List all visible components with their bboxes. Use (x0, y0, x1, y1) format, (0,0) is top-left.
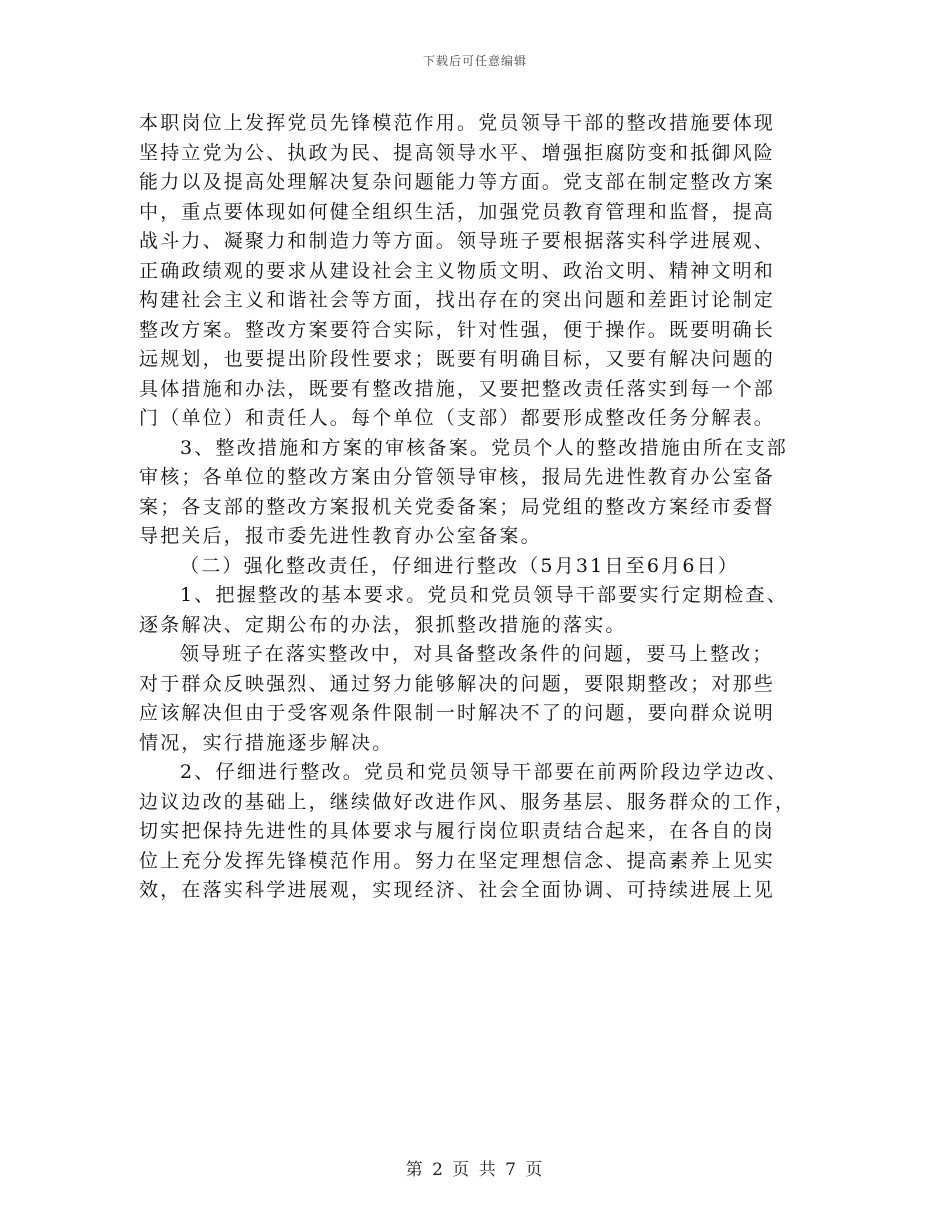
page-header: 下载后可任意编辑 (422, 54, 527, 68)
body-line: 边议边改的基础上，继续做好改进作风、服务基层、服务群众的工作， (139, 790, 797, 813)
body-line: 切实把保持先进性的具体要求与履行岗位职责结合起来，在各自的岗 (139, 820, 776, 842)
page-number-footer: 第 2 页 共 7 页 (405, 1160, 545, 1180)
paragraph-start-line: 3、整改措施和方案的审核备案。党员个人的整改措施由所在支部 (180, 436, 788, 459)
body-line: 位上充分发挥先锋模范作用。努力在坚定理想信念、提高素养上见实 (139, 849, 776, 872)
paragraph-start-line: 2、仔细进行整改。党员和党员领导干部要在前两阶段边学边改、 (180, 761, 788, 783)
body-line: 具体措施和办法，既要有整改措施，又要把整改责任落实到每一个部 (139, 377, 776, 400)
body-line: 正确政绩观的要求从建设社会主义物质文明、政治文明、精神文明和 (139, 259, 776, 282)
body-line: 能力以及提高处理解决复杂问题能力等方面。党支部在制定整改方案 (139, 171, 776, 193)
body-line: 构建社会主义和谐社会等方面，找出存在的突出问题和差距讨论制定 (139, 289, 776, 311)
body-line: 门（单位）和责任人。每个单位（支部）都要形成整改任务分解表。 (139, 407, 776, 429)
paragraph-start-line: 领导班子在落实整改中，对具备整改条件的问题，要马上整改； (180, 643, 774, 665)
body-line: 中，重点要体现如何健全组织生活，加强党员教育管理和监督，提高 (139, 200, 776, 223)
section-heading: （二）强化整改责任，仔细进行整改（5月31日至6月6日） (180, 554, 740, 577)
body-line: 逐条解决、定期公布的办法，狠抓整改措施的落实。 (139, 613, 627, 636)
body-line: 战斗力、凝聚力和制造力等方面。领导班子要根据落实科学进展观、 (139, 230, 776, 252)
body-line: 本职岗位上发挥党员先锋模范作用。党员领导干部的整改措施要体现 (139, 112, 776, 134)
body-line: 坚持立党为公、执政为民、提高领导水平、增强拒腐防变和抵御风险 (139, 141, 776, 164)
paragraph-start-line: 1、把握整改的基本要求。党员和党员领导干部要实行定期检查、 (180, 584, 788, 606)
body-line: 整改方案。整改方案要符合实际，针对性强，便于操作。既要明确长 (139, 318, 776, 341)
body-line: 应该解决但由于受客观条件限制一时解决不了的问题，要向群众说明 (139, 702, 776, 724)
body-line: 对于群众反映强烈、通过努力能够解决的问题，要限期整改；对那些 (139, 672, 776, 695)
body-line: 导把关后，报市委先进性教育办公室备案。 (139, 525, 542, 547)
body-line: 审核；各单位的整改方案由分管领导审核，报局先进性教育办公室备 (139, 466, 776, 488)
document-body (139, 109, 807, 906)
body-line: 情况，实行措施逐步解决。 (139, 731, 394, 754)
body-line: 案；各支部的整改方案报机关党委备案；局党组的整改方案经市委督 (139, 495, 776, 518)
body-line: 远规划，也要提出阶段性要求；既要有明确目标，又要有解决问题的 (139, 348, 776, 370)
body-line: 效，在落实科学进展观，实现经济、社会全面协调、可持续进展上见 (139, 879, 776, 901)
